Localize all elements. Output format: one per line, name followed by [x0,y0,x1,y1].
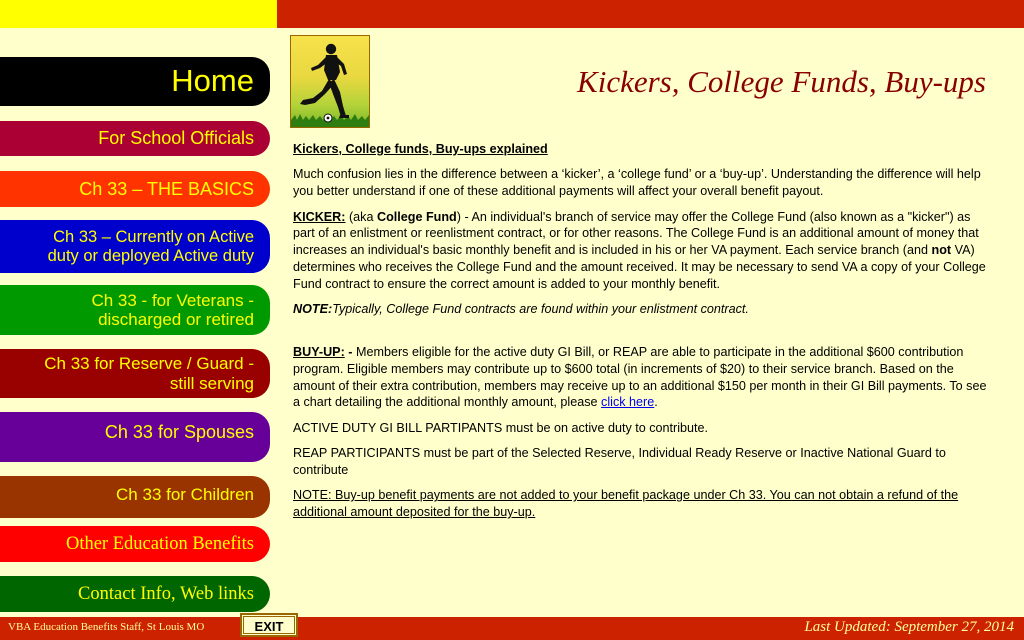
page-title: Kickers, College Funds, Buy-ups [577,64,986,99]
nav-active-duty-label-line1: Ch 33 – Currently on Active [53,228,254,247]
note-text: Typically, College Fund contracts are found within your enlistment contract. [332,302,749,317]
buyup-paragraph [293,344,993,411]
top-bar-red [277,0,1024,28]
note-label: NOTE: [293,302,333,317]
nav-school-officials-label: For School Officials [98,128,254,149]
kicker-aka-bold: College Fund [376,209,457,224]
top-bar-yellow [0,0,277,28]
nav-contact-button[interactable] [0,576,270,612]
kicker-aka-prefix: (aka [345,209,377,224]
nav-home-button[interactable] [0,57,270,106]
intro-paragraph: Much confusion lies in the difference between a ‘kicker’, a ‘college fund’ or a ‘buy-up’. Understanding the difference will help you better understand if one of these additional payments will affect your overall benefit payout. [293,167,981,199]
active-duty-note: ACTIVE DUTY GI BILL PARTIPANTS must be on active duty to contribute. [293,420,709,435]
nav-veterans-label-line2: discharged or retired [98,310,254,329]
nav-spouses-button[interactable] [0,412,270,462]
nav-other-benefits-button[interactable] [0,526,270,562]
nav-active-duty-label-line2: duty or deployed Active duty [47,246,254,265]
kicker-label: KICKER: [293,209,346,224]
nav-veterans-label-line1: Ch 33 - for Veterans - [91,290,254,310]
final-note: NOTE: Buy-up benefit payments are not added to your benefit package under Ch 33. You can not obtain a refund of the additional amount deposited for the buy-up. [293,488,959,520]
kicker-body-1: ) - An individual's branch of service may offer the College Fund (also known as a "kicker") as part of an enlistment or reenlistment contract, or for other reasons. The College Fund is an additional amount of money that increases an individual's basic monthly benefit and is included in his or her VA payment. Each service branch (and [293,209,979,258]
nav-basics-label: Ch 33 – THE BASICS [79,178,254,199]
last-updated: Last Updated: September 27, 2014 [804,619,1014,635]
buyup-label: BUY-UP: [293,344,345,359]
kicker-paragraph [293,209,993,293]
buyup-period: . [654,395,658,410]
reap-note: REAP PARTICIPANTS must be part of the Selected Reserve, Individual Ready Reserve or Inactive National Guard to contribute [293,446,946,477]
nav-home-label: Home [171,63,254,99]
nav-reserve-label-line2: still serving [169,373,254,393]
college-fund-note [293,301,993,318]
buyup-body: Members eligible for the active duty GI Bill, or REAP are able to participate in the additional $600 contribution program. Eligible members may contribute up to $600 total (in increments of $20) to their service branch. Based on the amount of their extra contribution, members may receive up to an additional $150 per month in their GI Bill payments. To see a chart detailing the additional monthly amount, please [293,344,987,410]
main-content [293,141,993,530]
footer-credit: VBA Education Benefits Staff, St Louis MO [8,621,205,633]
nav-basics-button[interactable] [0,171,270,207]
nav-other-benefits-label: Other Education Benefits [65,533,254,554]
nav-reserve-button[interactable] [0,349,270,398]
nav-veterans-button[interactable] [0,285,270,335]
buyup-dash: - [344,344,356,359]
nav-contact-label: Contact Info, Web links [78,583,254,604]
kicker-body-2: VA) determines who receives the College Fund and the amount received. It may be necessary to send VA a copy of your College Fund contract to ensure the correct amount is added to your monthly benefit. [293,243,986,291]
nav-spouses-label: Ch 33 for Spouses [104,422,254,442]
nav-reserve-label-line1: Ch 33 for Reserve / Guard - [44,354,254,374]
nav-children-label: Ch 33 for Children [116,485,254,504]
soccer-player-icon [290,35,370,128]
nav-active-duty-button[interactable] [0,220,270,273]
nav-children-button[interactable] [0,476,270,518]
exit-button[interactable]: EXIT [240,613,298,637]
kicker-not: not [931,243,952,258]
click-here-link[interactable]: click here [601,395,655,410]
content-heading: Kickers, College funds, Buy-ups explained [293,142,548,156]
nav-school-officials-button[interactable] [0,121,270,156]
